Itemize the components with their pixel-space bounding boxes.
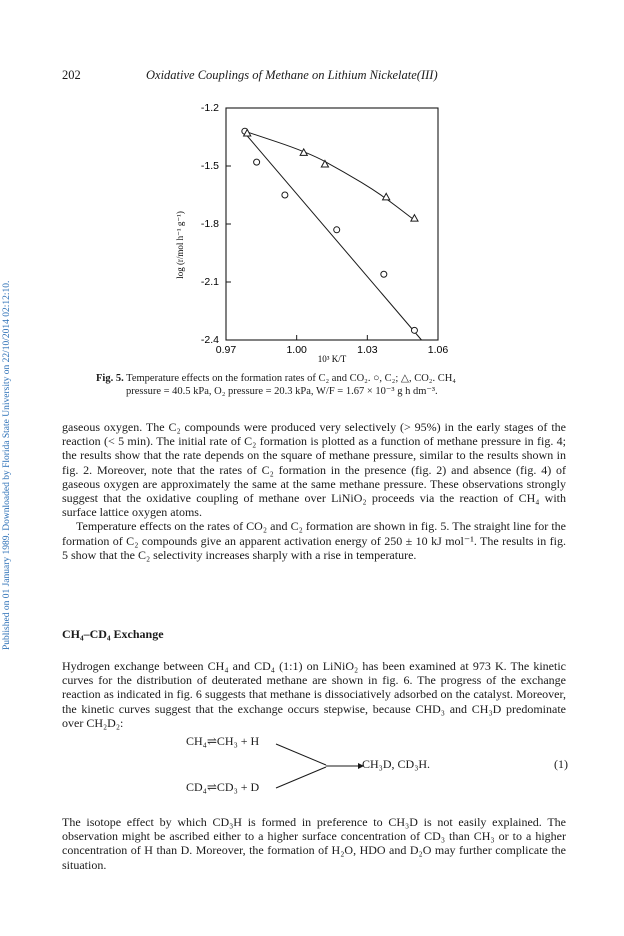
c2-data-point — [381, 271, 387, 277]
x-axis-label: 10³ K/T — [317, 354, 347, 364]
co2-data-point — [321, 160, 328, 166]
figure-caption-line2: pressure = 40.5 kPa, O₂ pressure = 20.3 kPa, W/F = 1.67 × 10⁻³ g h dm⁻³. — [126, 386, 438, 397]
plot-frame — [226, 108, 438, 340]
arrhenius-chart — [120, 95, 520, 370]
c2-data-point — [254, 159, 260, 165]
c2-data-point — [334, 227, 340, 233]
c2-fit-line — [245, 133, 422, 340]
running-head: Oxidative Couplings of Methane on Lithium Nickelate(III) — [146, 68, 438, 82]
page-number: 202 — [62, 68, 81, 82]
co2-data-point — [300, 149, 307, 155]
figure-caption-line1: Temperature effects on the formation rates of C₂ and CO₂. ○, C₂; △, CO₂. CH₄ — [126, 373, 456, 384]
x-tick-label: 1.00 — [286, 344, 307, 356]
section-heading: CH₄–CD₄ Exchange — [62, 627, 164, 641]
y-tick-label: -1.5 — [200, 160, 219, 172]
paragraph-3: Hydrogen exchange between CH₄ and CD₄ (1:1) on LiNiO₂ has been examined at 973 K. The kinetic curves for the distribution of deuterated methane are shown in fig. 6. The progress of the exchange reaction as indicated in fig. 6 suggests that methane is dissociatively adsorbed on the catalyst. Moreover, the kinetic curves suggest that the exchange occurs stepwise, because CHD₃ and CH₃D predominate over CH₂D₂: — [62, 659, 566, 730]
download-watermark: Published on 01 January 1989. Downloaded by Florida State University on 22/10/2014 02:12:10. — [2, 280, 12, 650]
equation-left-top: CH₄⇌CH₃ + H — [186, 734, 260, 748]
equation-number: (1) — [554, 757, 568, 771]
x-tick-label: 1.06 — [427, 344, 449, 356]
y-tick-label: -2.4 — [200, 334, 219, 346]
equation-1 — [100, 732, 570, 792]
co2-fit-curve — [245, 131, 415, 220]
c2-data-point — [411, 327, 417, 333]
x-tick-label: 1.03 — [357, 344, 378, 356]
c2-data-point — [282, 192, 288, 198]
equation-left-bottom: CD₄⇌CD₃ + D — [186, 780, 260, 794]
equation-product: CH₃D, CD₃H. — [362, 757, 431, 771]
figure-5 — [120, 95, 520, 395]
equation-arrows — [100, 732, 570, 802]
body-text-block-3 — [62, 803, 566, 884]
x-tick-label: 0.97 — [215, 344, 237, 356]
y-tick-label: -1.2 — [200, 102, 219, 114]
page-header — [62, 68, 572, 84]
paragraph-1: gaseous oxygen. The C₂ compounds were produced very selectively (> 95%) in the early stages of the reaction (< 5 min). The initial rate of C₂ formation is plotted as a function of methane pressure in fig. 4; the results show that the rate depends on the square of methane pressure, similar to the results shown in fig. 2. Moreover, note that the rates of C₂ formation in the presence (fig. 2) and absence (fig. 4) of gaseous oxygen are approximately the same at the same methane pressure. These observations strongly suggest that the oxidative coupling of methane over LiNiO₂ proceeds via the reaction of CH₄ with surface lattice oxygen atoms. — [62, 420, 566, 520]
y-tick-label: -1.8 — [200, 218, 219, 230]
download-sidebar — [0, 0, 32, 936]
y-axis-label: log (r/mol h⁻¹ g⁻¹) — [175, 211, 185, 279]
paragraph-4: The isotope effect by which CD₃H is formed in preference to CH₃D is not easily explained. The observation might be ascribed either to a higher surface concentration of CD₃ than CH₃ or to a higher concentration of H than D. Moreover, the formation of H₂O, HDO and D₂O may further complicate the situation. — [62, 815, 566, 872]
y-tick-label: -2.1 — [200, 276, 219, 288]
figure-caption — [96, 372, 544, 398]
paragraph-2: Temperature effects on the rates of CO₂ and C₂ formation are shown in fig. 5. The straight line for the formation of C₂ compounds give an apparent activation energy of 250 ± 10 kJ mol⁻¹. The results in fig. 5 show that the C₂ selectivity increases sharply with a rise in temperature. — [62, 519, 566, 562]
body-text-block-1 — [62, 420, 566, 562]
figure-caption-label: Fig. 5. — [96, 373, 124, 384]
body-text-block-2 — [62, 647, 566, 742]
